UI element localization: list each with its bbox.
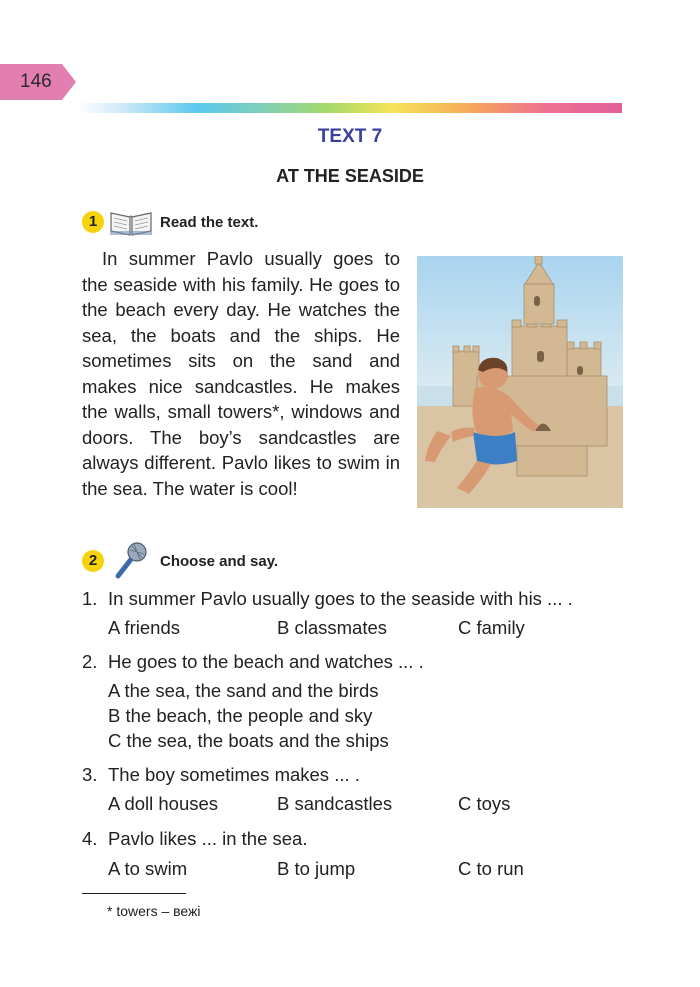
text-number-heading: TEXT 7 [317,126,383,147]
option-2b: B the beach, the people and sky [108,705,373,726]
reading-line: sandcastles are always different. [82,426,400,473]
reading-line: sand and makes nice sandcastles. [82,350,401,397]
question-text: He goes to the beach and watches ... . [108,651,424,672]
option-4b: B to jump [277,858,356,879]
question-number: 2. [82,651,98,672]
option-3c: C toys [458,793,511,814]
exercise-1-instruction: Read the text. [160,214,259,231]
reading-line: Pavlo likes to swim in the sea. The [82,452,401,499]
exercise-1-badge: 1 [82,211,104,233]
question-text: The boy sometimes makes ... . [108,764,360,785]
option-1a: A friends [108,617,180,638]
question-3 [82,764,360,786]
option-4a: A to swim [108,858,188,879]
option-1c: C family [458,617,525,638]
exercise-2-instruction: Choose and say. [160,553,279,570]
footnote-divider [82,893,186,894]
reading-text [82,246,400,501]
reading-line: He makes the walls, small towers*, [82,375,401,422]
reading-line: ships. He sometimes sits on the [82,324,400,371]
option-2c: C the sea, the boats and the ships [108,730,389,751]
exercise-2-badge: 2 [82,550,104,572]
reading-line: windows and doors. The boy’s [82,401,400,448]
reading-line: watches the sea, the boats and the [82,299,400,346]
sandcastle-photo [417,256,623,508]
question-text: In summer Pavlo usually goes to the seaside with his ... . [108,588,573,609]
open-book-icon [108,205,154,237]
question-text: Pavlo likes ... in the sea. [108,828,308,849]
option-4c: C to run [458,858,524,879]
page-number: 146 [20,71,52,92]
footnote: * towers – вежі [107,903,201,919]
reading-line: In summer Pavlo usually goes [102,248,374,269]
option-2a: A the sea, the sand and the birds [108,680,379,701]
rainbow-divider [78,103,622,113]
question-1 [82,588,573,610]
option-3a: A doll houses [108,793,219,814]
question-number: 1. [82,588,98,609]
reading-line: water is cool! [189,477,298,499]
reading-line: goes to the beach every day. He [82,273,400,320]
page-title: AT THE SEASIDE [276,166,424,186]
question-2 [82,651,424,673]
option-3b: B sandcastles [277,793,393,814]
question-4 [82,828,308,850]
reading-line: to the seaside with his family. He [82,248,401,295]
question-number: 4. [82,828,98,849]
microphone-icon [112,540,150,580]
question-number: 3. [82,764,98,785]
option-1b: B classmates [277,617,388,638]
